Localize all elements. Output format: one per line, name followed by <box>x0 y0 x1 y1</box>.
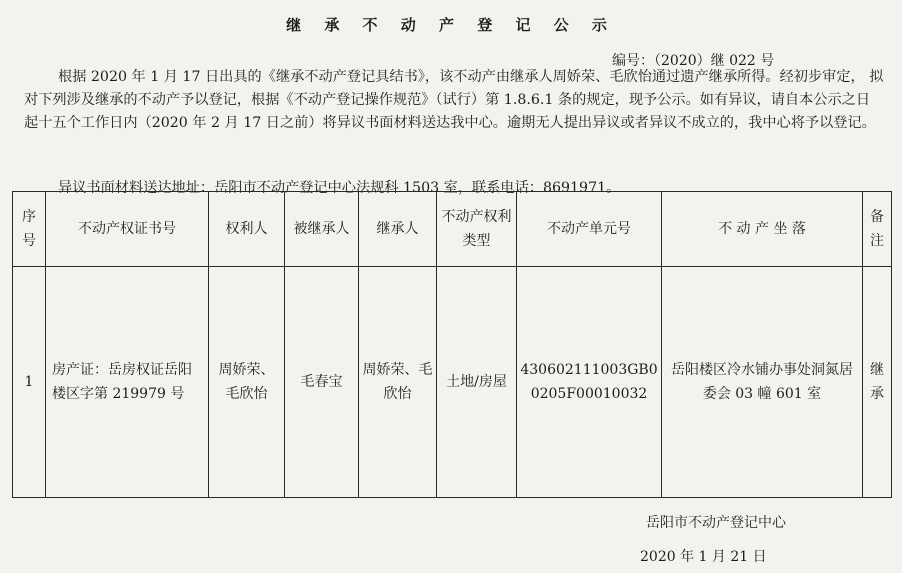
header-right-type: 不动产权利类型 <box>437 192 517 267</box>
issuer-name: 岳阳市不动产登记中心 <box>646 515 786 531</box>
cell-heir: 周娇荣、毛欣怡 <box>359 267 437 498</box>
table-row <box>13 267 892 498</box>
page-title: 继 承 不 动 产 登 记 公 示 <box>286 16 616 34</box>
cell-remark: 继承 <box>863 267 892 498</box>
cell-right-type: 土地/房屋 <box>437 267 517 498</box>
header-remark: 备注 <box>863 192 892 267</box>
header-seq: 序号 <box>13 192 46 267</box>
cell-location: 岳阳楼区冷水铺办事处洞氮居委会 03 幢 601 室 <box>662 267 863 498</box>
cell-decedent: 毛春宝 <box>285 267 359 498</box>
cell-unit-no: 430602111003GB00205F00010032 <box>517 267 662 498</box>
header-right-holder: 权利人 <box>209 192 285 267</box>
cell-seq: 1 <box>13 267 46 498</box>
cell-cert-no: 房产证：岳房权证岳阳楼区字第 219979 号 <box>46 267 209 498</box>
header-decedent: 被继承人 <box>285 192 359 267</box>
cell-right-holder: 周娇荣、毛欣怡 <box>209 267 285 498</box>
header-heir: 继承人 <box>359 192 437 267</box>
header-location: 不 动 产 坐 落 <box>662 192 863 267</box>
header-unit-no: 不动产单元号 <box>517 192 662 267</box>
issue-date: 2020 年 1 月 21 日 <box>640 549 767 565</box>
table-header-row <box>13 192 892 267</box>
document-number: 编号：（2020）继 022 号 <box>612 53 775 69</box>
notice-paragraph: 根据 2020 年 1 月 17 日出具的《继承不动产登记具结书》，该不动产由继承人周娇荣、毛欣怡通过遗产继承所得。经初步审定， 拟对下列涉及继承的不动产予以登记，根据《不动产登记操作规范》（试行）第 1.8.6.1 条的规定，现予公示。如有异议，请自本公示之日起十五个工作日内（2020 年 2 月 17 日之前）将异议书面材料送达我中心。逾期无人提出异议或者异议不成立的，我中心将予以登记。 <box>24 69 884 131</box>
header-cert-no: 不动产权证书号 <box>46 192 209 267</box>
registration-table <box>12 191 892 498</box>
objection-address: 异议书面材料送达地址：岳阳市不动产登记中心法规科 1503 室，联系电话：8691971。 <box>58 180 621 196</box>
